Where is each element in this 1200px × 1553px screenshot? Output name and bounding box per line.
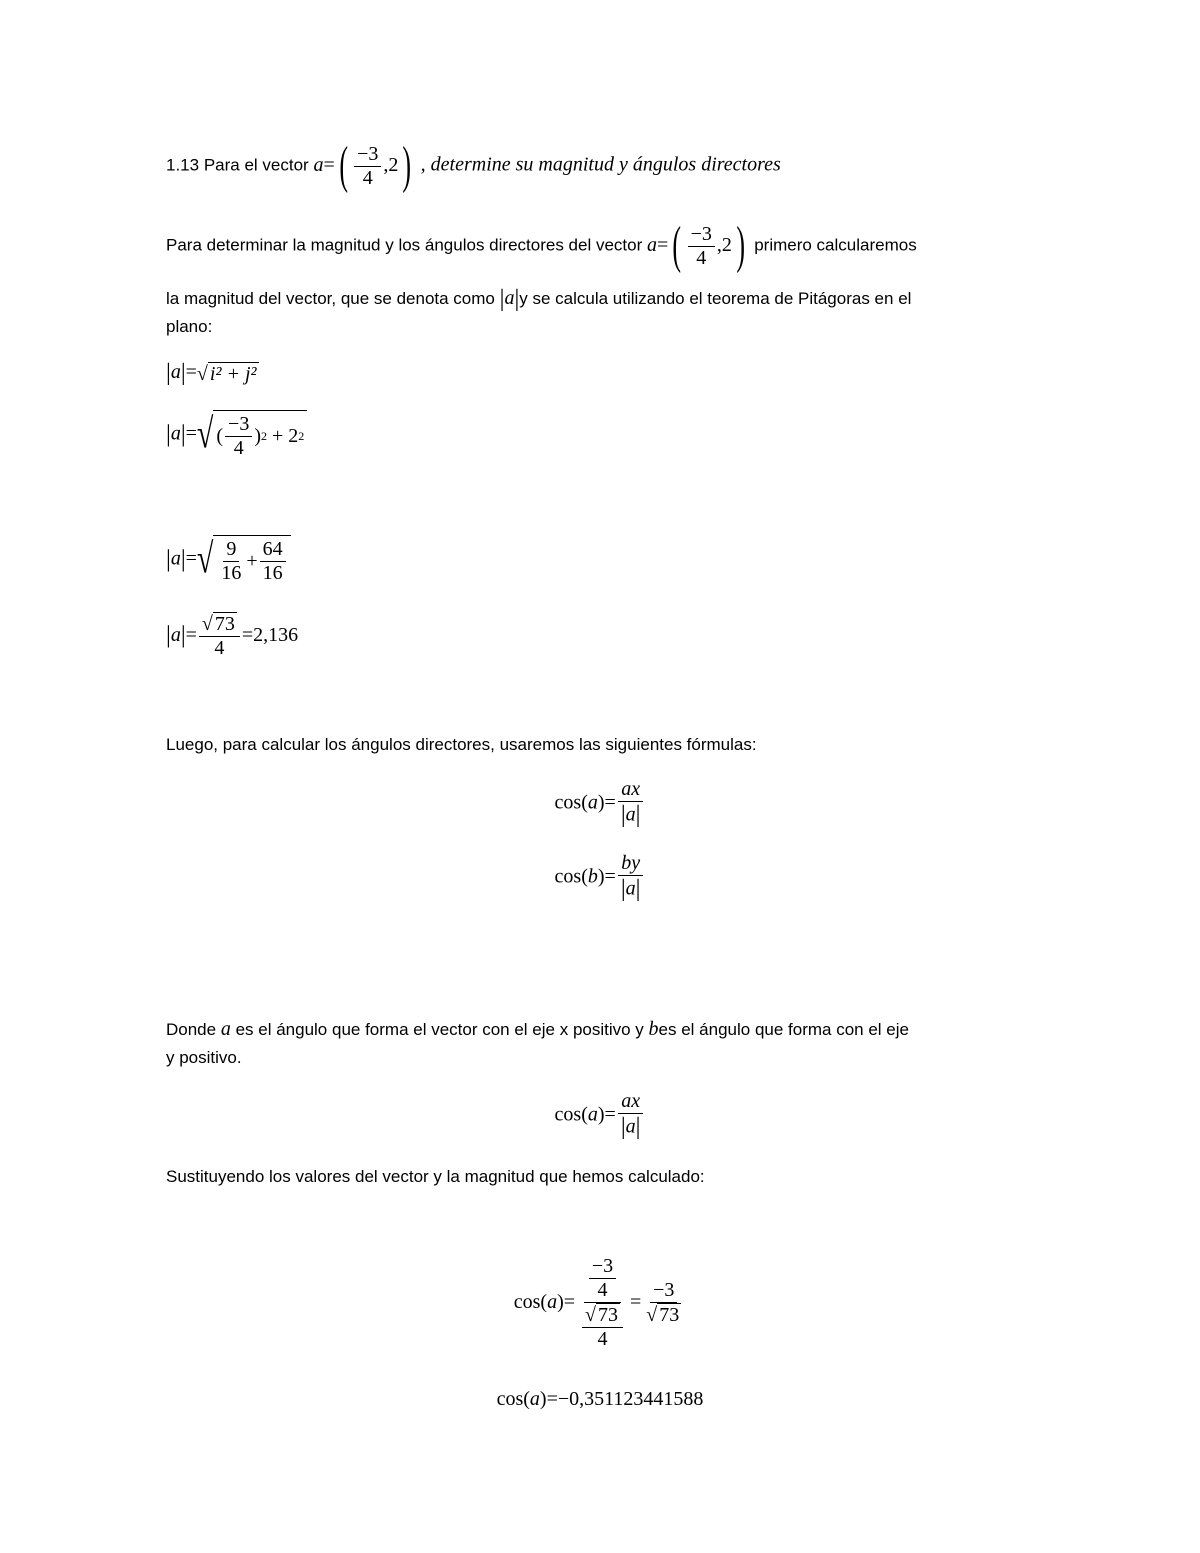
vector-definition: a=( $\frac{-3}{4}$ ,2) — [313, 137, 412, 194]
formula-cos-a-repeat: cos(a)= $\frac{ax}{|a|}$ — [0, 1090, 1200, 1142]
formula-cos-a: cos(a)= $\frac{ax}{|a|}$ — [0, 778, 1200, 830]
magnitude-notation: |a| — [499, 286, 520, 312]
substitution-intro: Sustituyendo los valores del vector y la magnitud que hemos calculado: — [166, 1167, 705, 1186]
problem-suffix: , determine su magnitud y ángulos directores — [420, 153, 781, 176]
formula-magnitude-substituted: |a|= √ ( $\frac{-3}{4}$ ) 2 + 2 2 — [166, 410, 307, 460]
explanation-line-2: y positivo. — [166, 1048, 242, 1067]
formula-magnitude-definition: |a|= √ i² + j² — [166, 360, 257, 386]
problem-statement — [166, 137, 781, 194]
formula-cos-a-result: cos(a)=−0,351123441588 — [496, 1388, 704, 1410]
explanation-line-1: Donde a es el ángulo que forma el vector con el eje x positivo y bes el ángulo que forma con el eje — [166, 1018, 909, 1040]
vector-definition-inline: a=( $\frac{-3}{4}$ ,2) — [646, 217, 745, 274]
directors-intro: Luego, para calcular los ángulos directores, usaremos las siguientes fórmulas: — [166, 735, 757, 754]
problem-prefix: Para el vector — [203, 155, 309, 175]
problem-number: 1.13 — [166, 155, 200, 175]
formula-magnitude-fractions: |a|= √ $\frac{9}{16}$ + $\frac{64}{16}$ — [166, 535, 291, 585]
intro-line-2: la magnitud del vector, que se denota como |a|y se calcula utilizando el teorema de Pitágoras en el — [166, 286, 912, 312]
intro-line-1: Para determinar la magnitud y los ángulos directores del vector a=( $\frac{-3}{4}$ ,2) primero calcularemos — [166, 217, 917, 274]
formula-cos-a-substituted: cos(a)= $\frac{-3}{4}$ √ 73 4 = −3 √ 73 — [513, 1255, 680, 1351]
intro-line-3: plano: — [166, 317, 213, 336]
formula-cos-b: cos(b)= $\frac{by}{|a|}$ — [0, 852, 1200, 904]
formula-magnitude-result: |a|= √ 73 4 =2,136 — [166, 613, 299, 660]
